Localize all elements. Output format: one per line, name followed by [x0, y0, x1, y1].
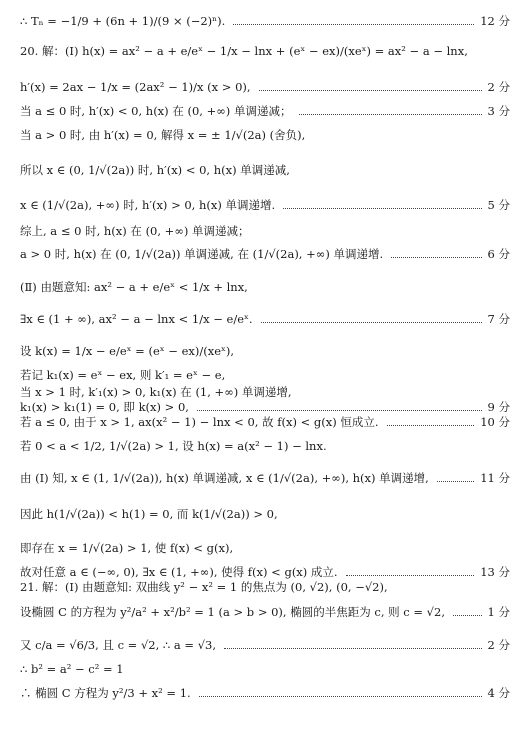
- line-text: 因此 h(1/√(2a)) < h(1) = 0, 而 k(1/√(2a)) > 0,: [20, 507, 278, 521]
- score-mark: 12 分: [480, 14, 510, 28]
- line-text: 20. 解：(Ⅰ) h(x) = ax² − a + e/eˣ − 1/x − lnx + (eˣ − ex)/(xeˣ) = ax² − a − lnx,: [20, 44, 468, 58]
- line-text: 若记 k₁(x) = eˣ − ex, 则 k′₁ = eˣ − e,: [20, 368, 226, 382]
- line-k1-increasing: [20, 385, 510, 399]
- dot-leader: [199, 695, 482, 697]
- line-a-le-0: [20, 104, 510, 118]
- line-text: 当 a ≤ 0 时, h′(x) < 0, h(x) 在 (0, +∞) 单调递减；: [20, 104, 292, 118]
- score-mark: 13 分: [480, 565, 510, 579]
- dot-leader: [391, 256, 481, 258]
- line-k1-def: [20, 368, 510, 382]
- line-text: x ∈ (1/√(2a), +∞) 时, h′(x) > 0, h(x) 单调递增.: [20, 198, 276, 212]
- line-text: 设 k(x) = 1/x − e/eˣ = (eˣ − ex)/(xeˣ),: [20, 344, 235, 358]
- dot-leader: [261, 321, 482, 323]
- line-conclusion-20: [20, 565, 510, 579]
- line-define-kx: [20, 344, 510, 358]
- line-summary-2: [20, 247, 510, 261]
- line-exists-point: [20, 541, 510, 555]
- line-b-squared: [20, 662, 510, 676]
- line-q21-start: [20, 580, 510, 594]
- line-text: ∴ Tₙ = −1/9 + (6n + 1)/(9 × (−2)ⁿ).: [20, 14, 226, 28]
- line-text: 由 (Ⅰ) 知, x ∈ (1, 1/√(2a)), h(x) 单调递减, x ∈ (1/√(2a), +∞), h(x) 单调递增,: [20, 471, 429, 485]
- score-mark: 4 分: [487, 686, 510, 700]
- score-mark: 5 分: [487, 198, 510, 212]
- dot-leader: [387, 424, 475, 426]
- line-text: a > 0 时, h(x) 在 (0, 1/√(2a)) 单调递减, 在 (1/√(2a), +∞) 单调递增.: [20, 247, 384, 261]
- dot-leader: [299, 113, 481, 115]
- line-a-le-0-case: [20, 415, 510, 429]
- line-text: 设椭圆 C 的方程为 y²/a² + x²/b² = 1 (a > b > 0), 椭圆的半焦距为 c, 则 c = √2,: [20, 605, 445, 619]
- score-mark: 2 分: [487, 80, 510, 94]
- line-text: 故对任意 a ∈ (−∞, 0), ∃x ∈ (1, +∞), 使得 f(x) < g(x) 成立.: [20, 565, 338, 579]
- line-text: 当 a > 0 时, 由 h′(x) = 0, 解得 x = ± 1/√(2a) (舍负),: [20, 128, 306, 142]
- line-q20-hx: [20, 44, 510, 58]
- score-mark: 10 分: [480, 415, 510, 429]
- score-mark: 2 分: [487, 638, 510, 652]
- line-exists-x: [20, 312, 510, 326]
- line-text: ∃x ∈ (1 + ∞), ax² − a − lnx < 1/x − e/eˣ.: [20, 312, 253, 326]
- line-ellipse-setup: [20, 605, 510, 619]
- line-text: 即存在 x = 1/√(2a) > 1, 使 f(x) < g(x),: [20, 541, 234, 555]
- line-a-gt-0: [20, 128, 510, 142]
- line-decreasing-interval: [20, 163, 510, 177]
- line-text: ∴ 椭圆 C 方程为 y²/3 + x² = 1.: [20, 686, 191, 700]
- line-text: ∴ b² = a² − c² = 1: [20, 662, 124, 676]
- line-hprime: [20, 80, 510, 94]
- line-eccentricity: [20, 638, 510, 652]
- line-text: h′(x) = 2ax − 1/x = (2ax² − 1)/x (x > 0),: [20, 80, 251, 94]
- score-mark: 3 分: [487, 104, 510, 118]
- score-mark: 1 分: [487, 605, 510, 619]
- dot-leader: [453, 614, 482, 616]
- score-mark: 9 分: [487, 400, 510, 414]
- score-mark: 11 分: [480, 471, 510, 485]
- dot-leader: [283, 207, 481, 209]
- line-text: (Ⅱ) 由题意知: ax² − a + e/eˣ < 1/x + lnx,: [20, 280, 248, 294]
- line-from-part1: [20, 471, 510, 485]
- dot-leader: [197, 409, 482, 411]
- score-mark: 6 分: [487, 247, 510, 261]
- line-a-between-case: [20, 439, 510, 453]
- dot-leader: [233, 23, 474, 25]
- line-text: 又 c/a = √6/3, 且 c = √2, ∴ a = √3,: [20, 638, 216, 652]
- line-summary-1: [20, 224, 510, 238]
- line-ellipse-equation: [20, 686, 510, 700]
- dot-leader: [259, 89, 482, 91]
- line-text: 若 a ≤ 0, 由于 x > 1, ax(x² − 1) − lnx < 0, 故 f(x) < g(x) 恒成立.: [20, 415, 379, 429]
- line-text: 综上, a ≤ 0 时, h(x) 在 (0, +∞) 单调递减；: [20, 224, 250, 238]
- line-text: k₁(x) > k₁(1) = 0, 即 k(x) > 0,: [20, 400, 189, 414]
- line-text: 所以 x ∈ (0, 1/√(2a)) 时, h′(x) < 0, h(x) 单调递减,: [20, 163, 290, 177]
- dot-leader: [224, 647, 482, 649]
- dot-leader: [346, 574, 475, 576]
- line-therefore-h: [20, 507, 510, 521]
- line-part2-condition: [20, 280, 510, 294]
- line-text: 当 x > 1 时, k′₁(x) > 0, k₁(x) 在 (1, +∞) 单调递增,: [20, 385, 292, 399]
- line-text: 若 0 < a < 1/2, 1/√(2a) > 1, 设 h(x) = a(x² − 1) − lnx.: [20, 439, 327, 453]
- dot-leader: [437, 480, 474, 482]
- line-increasing-interval: [20, 198, 510, 212]
- line-text: 21. 解：(Ⅰ) 由题意知: 双曲线 y² − x² = 1 的焦点为 (0, √2), (0, −√2),: [20, 580, 388, 594]
- score-mark: 7 分: [487, 312, 510, 326]
- line-k-positive: [20, 400, 510, 414]
- line-tn-result: [20, 14, 510, 28]
